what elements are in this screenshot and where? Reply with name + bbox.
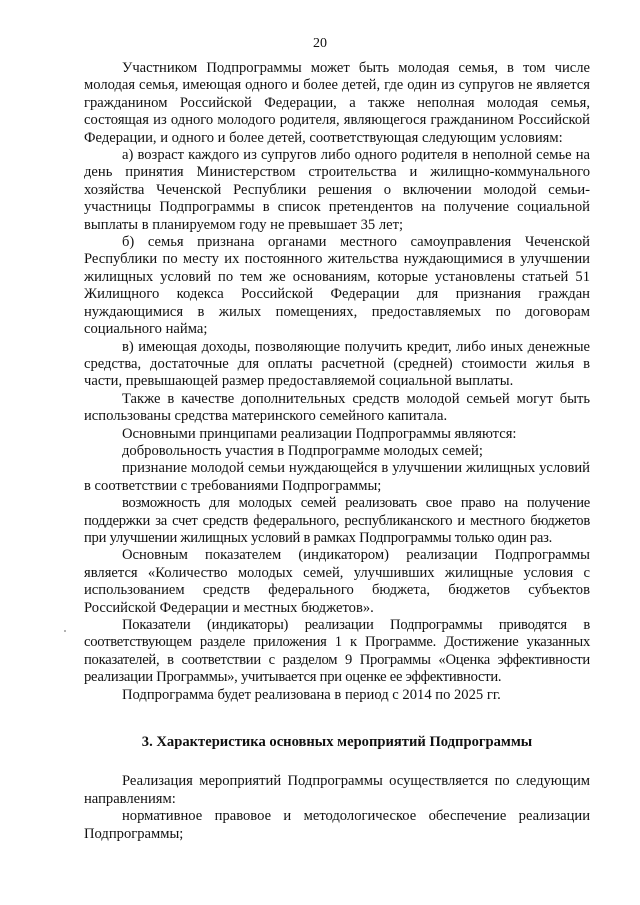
paragraph-direction-regulatory: нормативное правовое и методологическое обеспечение реализации Подпрограммы; (84, 808, 590, 842)
paragraph-principles-intro: Основными принципами реализации Подпрограммы являются: (122, 425, 517, 442)
paragraph-condition-a: а) возраст каждого из супругов либо одного родителя в неполной семье на день принятия Министерством строительства и жилищно-коммунального хозяйства Чеченской Республики решения о включении молодой семьи-участницы Подпрограммы в список претендентов на получение социальной выплаты в планируемом году не превышает 35 лет; (84, 147, 590, 233)
paragraph-indicators: Показатели (индикаторы) реализации Подпрограммы приводятся в соответствующем разделе приложения 1 к Программе. Достижение указанных показателей, в соответствии с разделом 9 Программы «Оценка эффективности реализации Программы», учитывается при оценке ее эффективности. (84, 617, 590, 686)
paragraph-main-indicator: Основным показателем (индикатором) реализации Подпрограммы является «Количество молодых семей, улучшивших жилищные условия с использованием средств федерального бюджета, бюджетов субъектов Российской Федерации и местных бюджетов». (84, 547, 590, 616)
paragraph-principle-support: возможность для молодых семей реализовать свое право на получение поддержки за счет средств федерального, республиканского и местного бюджетов при улучшении жилищных условий в рамках Подпрограммы только один раз. (84, 495, 590, 546)
section-heading: 3. Характеристика основных мероприятий Подпрограммы (141, 734, 533, 751)
paragraph-participants: Участником Подпрограммы может быть молодая семья, в том числе молодая семья, имеющая одного и более детей, где один из супругов не является гражданином Российской Федерации, а также неполная молодая семья, состоящая из одного молодого родителя, являющегося гражданином Российской Федерации, и одного и более детей, соответствующая следующим условиям: (84, 60, 590, 146)
scan-speck (64, 630, 66, 632)
paragraph-principle-voluntary: добровольность участия в Подпрограмме молодых семей; (122, 442, 483, 459)
paragraph-condition-c: в) имеющая доходы, позволяющие получить кредит, либо иных денежные средства, достаточные для оплаты расчетной (средней) стоимости жилья в части, превышающей размер предоставляемой социальной выплаты. (84, 338, 590, 390)
paragraph-directions-intro: Реализация мероприятий Подпрограммы осуществляется по следующим направлениям: (84, 773, 590, 807)
paragraph-principle-recognition: признание молодой семьи нуждающейся в улучшении жилищных условий в соответствии с требованиями Подпрограммы; (84, 460, 590, 494)
paragraph-period: Подпрограмма будет реализована в период с 2014 по 2025 гг. (122, 686, 501, 703)
document-body (84, 60, 590, 843)
paragraph-condition-b: б) семья признана органами местного самоуправления Чеченской Республики по месту их постоянного жительства нуждающимися в улучшении жилищных условий по тем же основаниям, которые установлены статьей 51 Жилищного кодекса Российской Федерации для признания граждан нуждающимися в жилых помещениях, предоставляемых по договорам социального найма; (84, 234, 590, 338)
page-number: 20 (313, 36, 327, 51)
paragraph-maternity-capital: Также в качестве дополнительных средств молодой семьей могут быть использованы средства материнского семейного капитала. (84, 390, 590, 425)
